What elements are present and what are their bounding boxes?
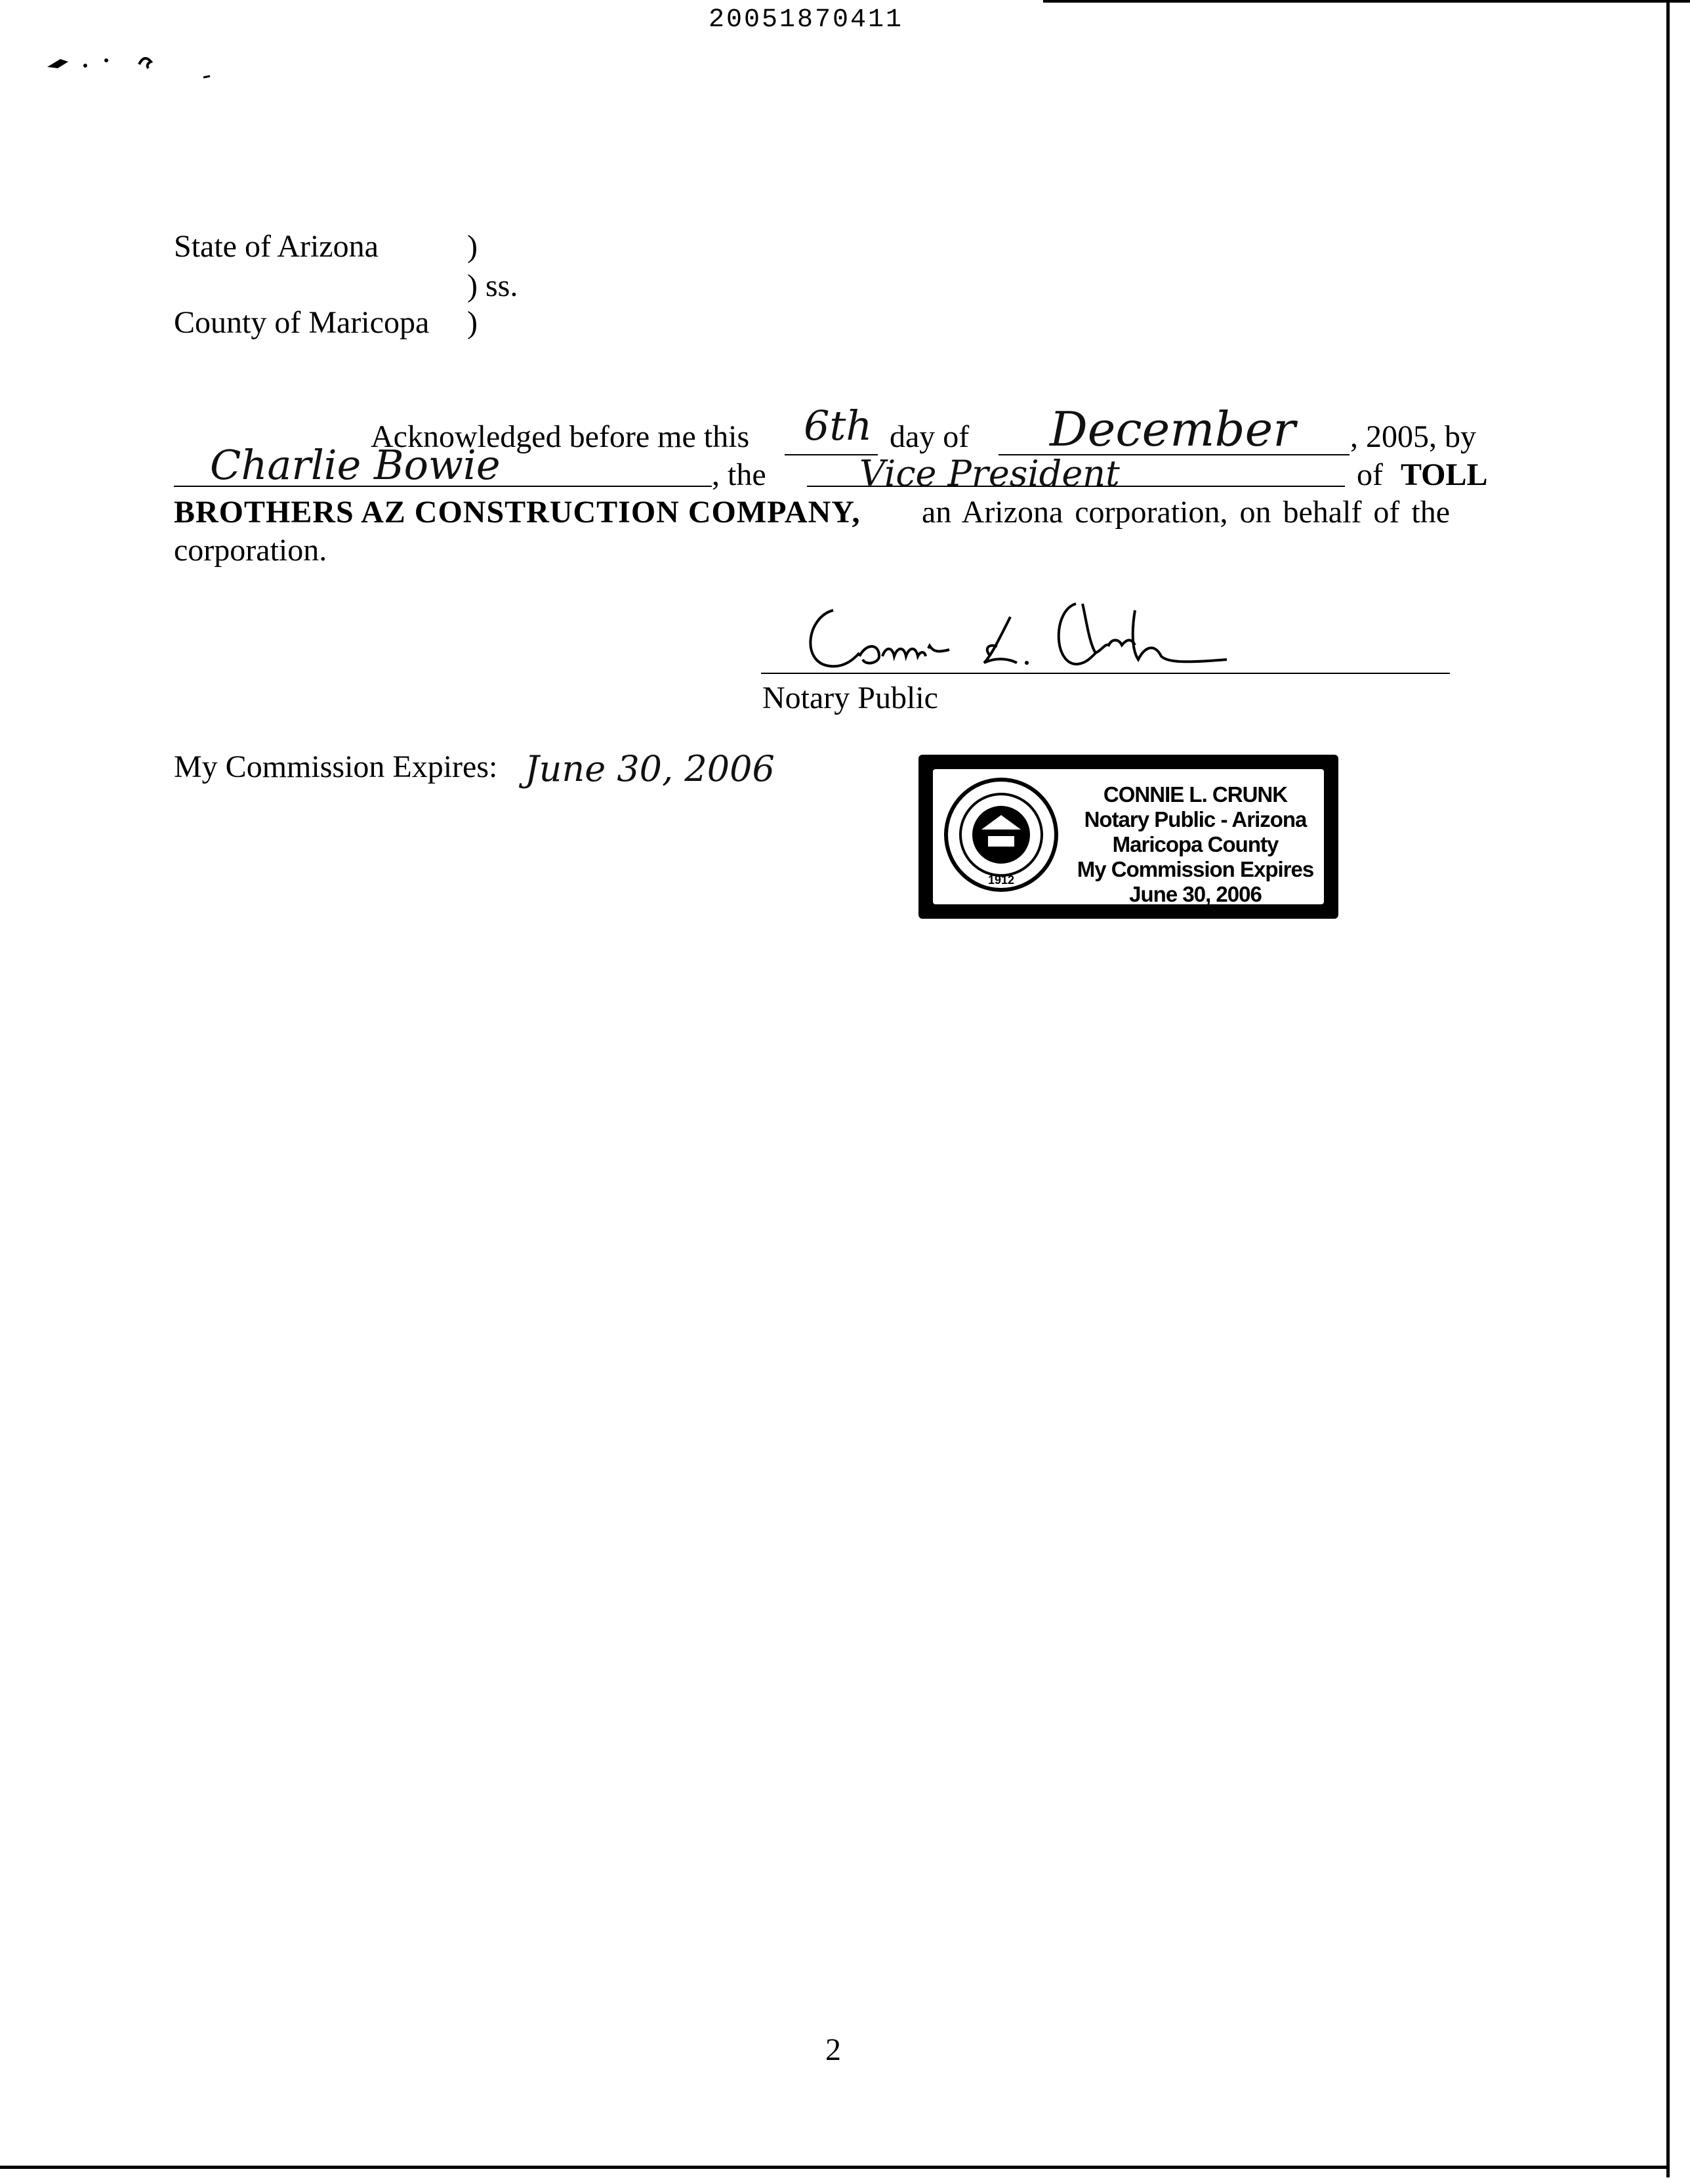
document-number: 20051870411 xyxy=(709,5,904,35)
ack-year-by: , 2005, by xyxy=(1350,419,1476,454)
page-number: 2 xyxy=(825,2032,841,2067)
stamp-line-expires-label: My Commission Expires xyxy=(1077,857,1314,881)
top-right-border-line xyxy=(1043,0,1690,3)
notary-signature xyxy=(794,591,1319,689)
bottom-border-line xyxy=(0,2166,1670,2169)
ack-the: , the xyxy=(712,457,766,492)
notary-public-label: Notary Public xyxy=(762,681,938,715)
notary-stamp-inner xyxy=(933,769,1324,904)
ack-of: of xyxy=(1357,457,1383,492)
handwritten-month: December xyxy=(1050,402,1296,457)
signature-line xyxy=(761,673,1450,674)
notary-stamp xyxy=(918,755,1338,919)
stamp-line-expires-date: June 30, 2006 xyxy=(1129,882,1262,906)
ack-suffix: an Arizona corporation, on behalf of the xyxy=(922,495,1451,530)
stamp-line-name: CONNIE L. CRUNK xyxy=(1103,782,1288,807)
stamp-line-title: Notary Public - Arizona xyxy=(1084,807,1307,831)
company-name-part1: TOLL xyxy=(1401,457,1488,492)
venue-ss: ) ss. xyxy=(467,268,518,303)
commission-expires-label: My Commission Expires: xyxy=(174,749,498,784)
handwritten-day: 6th xyxy=(804,402,873,450)
arizona-seal-icon xyxy=(942,776,1060,894)
handwritten-title: Vice President xyxy=(859,453,1120,494)
ack-suffix-2: corporation. xyxy=(174,533,327,568)
scan-mark-artifact xyxy=(46,46,243,85)
stamp-text xyxy=(1064,782,1327,907)
company-name-part2: BROTHERS AZ CONSTRUCTION COMPANY, xyxy=(174,495,861,530)
right-border-line xyxy=(1666,0,1670,2177)
venue-paren-3: ) xyxy=(467,305,478,340)
handwritten-name: Charlie Bowie xyxy=(210,441,501,489)
venue-state: State of Arizona xyxy=(174,229,379,264)
venue-paren-1: ) xyxy=(467,229,478,264)
venue-county: County of Maricopa xyxy=(174,305,430,340)
handwritten-commission-date: June 30, 2006 xyxy=(525,748,775,789)
stamp-line-county: Maricopa County xyxy=(1112,832,1279,856)
ack-day-of: day of xyxy=(890,419,970,454)
ack-prefix: Acknowledged before me this xyxy=(371,419,750,454)
svg-text:1912: 1912 xyxy=(987,873,1015,887)
